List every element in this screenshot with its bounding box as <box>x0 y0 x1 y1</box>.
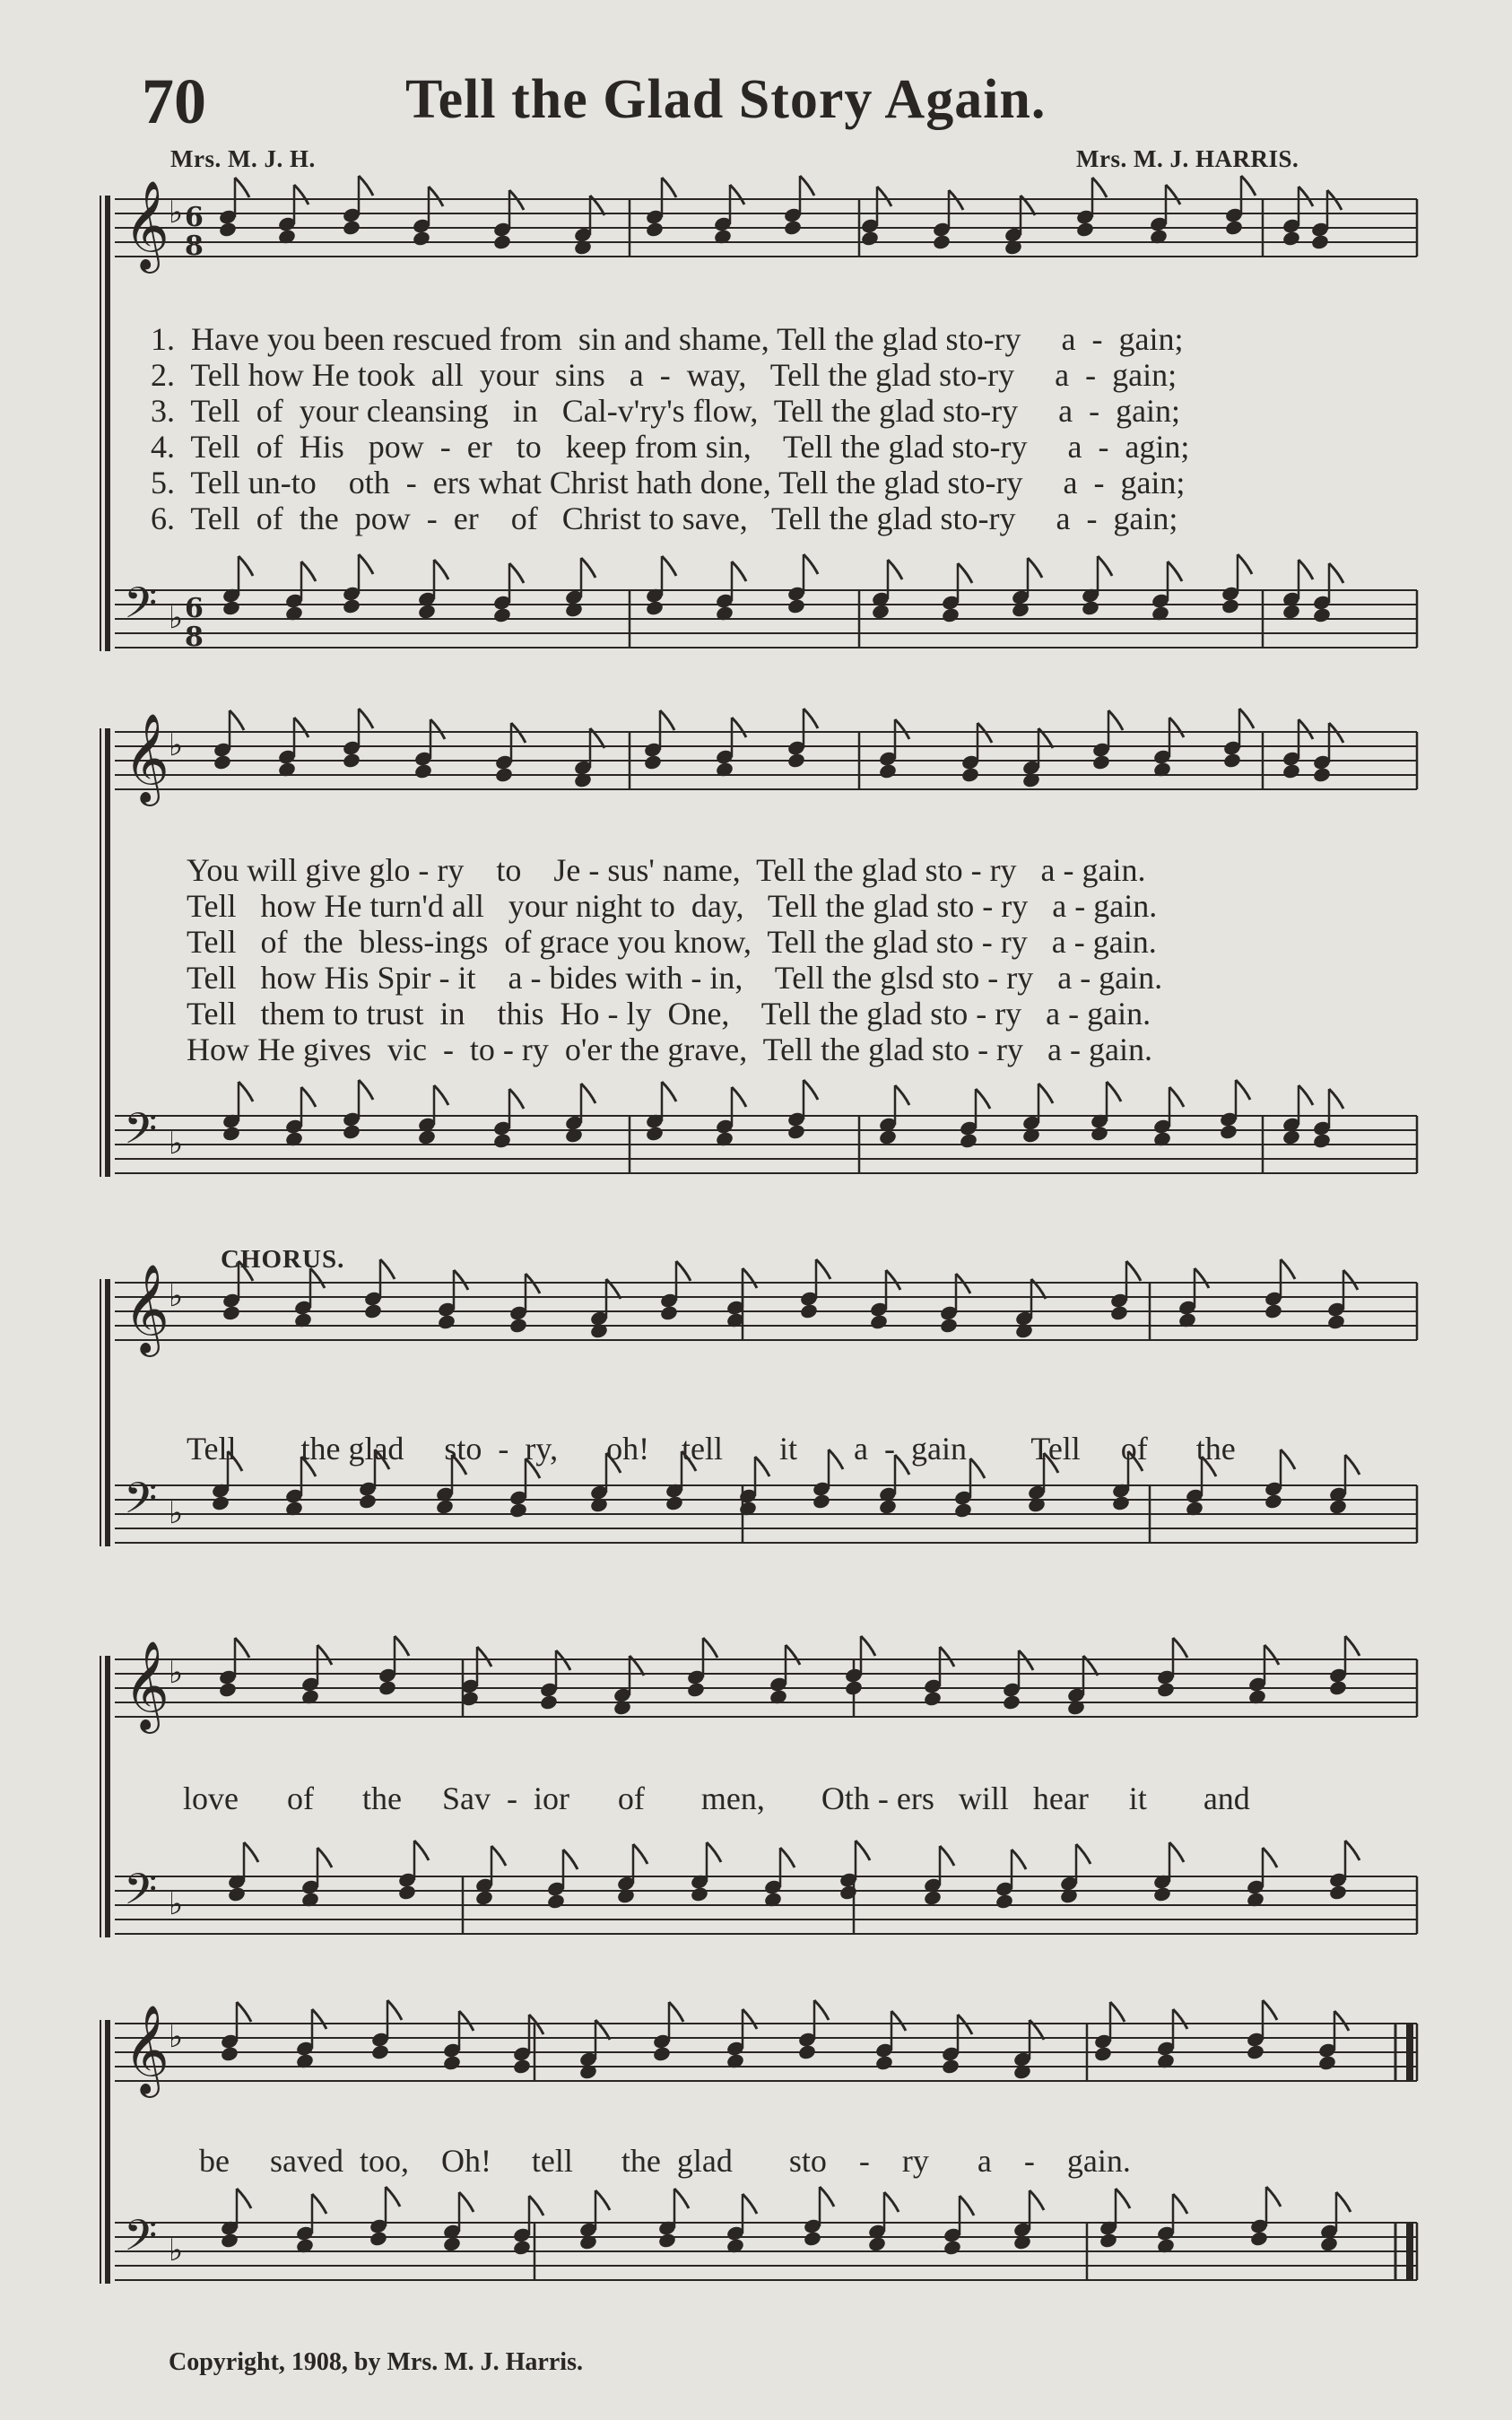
flat-icon: ♭ <box>169 600 184 636</box>
note-head <box>1312 766 1332 783</box>
note-flag <box>312 2194 326 2214</box>
note-head <box>1152 1885 1172 1902</box>
note-head <box>878 762 898 779</box>
note-head <box>1221 597 1240 614</box>
note-flag <box>1195 1268 1209 1288</box>
note-head <box>1282 230 1301 247</box>
treble-clef-icon: 𝄞 <box>124 1641 169 1730</box>
note-head <box>797 2043 817 2060</box>
note-head <box>1328 1884 1348 1901</box>
note-head <box>218 221 238 238</box>
note-flag <box>877 187 891 206</box>
note-head <box>1093 2045 1113 2062</box>
note-head <box>342 219 361 236</box>
note-flag <box>1264 1645 1279 1665</box>
note-flag <box>581 1084 595 1103</box>
note-head <box>1326 1313 1346 1330</box>
note-flag <box>235 178 249 197</box>
note-head <box>437 1313 456 1330</box>
time-signature: 6 <box>185 593 204 624</box>
note-flag <box>230 710 244 730</box>
note-flag <box>414 1841 429 1860</box>
hymn-number: 70 <box>142 65 206 137</box>
note-flag <box>317 1848 332 1867</box>
note-head <box>213 753 232 770</box>
note-flag <box>1169 1842 1184 1862</box>
note-head <box>860 230 880 247</box>
note-head <box>803 2230 822 2247</box>
note-flag <box>1263 2000 1277 2020</box>
note-flag <box>804 1080 818 1100</box>
note-head <box>474 1889 494 1906</box>
flat-icon: ♭ <box>169 1278 184 1314</box>
note-flag <box>359 554 373 574</box>
note-flag <box>317 1645 332 1665</box>
note-flag <box>804 554 818 574</box>
note-head <box>645 1125 665 1142</box>
note-flag <box>730 185 744 205</box>
note-head <box>442 2235 462 2252</box>
note-flag <box>1038 1084 1053 1103</box>
note-head <box>227 1885 247 1902</box>
note-head <box>878 1498 898 1515</box>
flat-icon: ♭ <box>169 1126 184 1162</box>
bass-clef-icon: 𝄢 <box>124 1864 158 1925</box>
flat-icon: ♭ <box>169 2019 184 2055</box>
note-head <box>512 2058 532 2075</box>
verse-line: Tell of the bless-ings of grace you know, Tell the glad sto - ry a - gain. <box>187 924 1157 960</box>
note-flag <box>662 1082 676 1101</box>
note-flag <box>1343 1270 1358 1290</box>
note-flag <box>312 2009 326 2029</box>
note-head <box>1081 599 1100 616</box>
note-head <box>1264 1302 1283 1319</box>
note-head <box>1156 1681 1176 1698</box>
note-head <box>1075 221 1095 238</box>
note-flag <box>477 1647 491 1667</box>
note-flag <box>1173 1638 1187 1658</box>
note-head <box>923 1690 943 1707</box>
note-flag <box>780 1848 795 1867</box>
note-head <box>1317 2054 1337 2071</box>
note-head <box>494 766 514 783</box>
note-flag <box>459 2192 474 2212</box>
flat-icon: ♭ <box>169 1886 184 1922</box>
note-head <box>442 2054 462 2071</box>
note-flag <box>707 1842 721 1862</box>
note-flag <box>430 719 445 739</box>
note-flag <box>895 719 909 739</box>
note-head <box>1282 603 1301 620</box>
lyricist-credit: Mrs. M. J. H. <box>170 145 316 172</box>
note-flag <box>743 2194 757 2214</box>
verse-line: 4. Tell of His pow - er to keep from sin, Tell the glad sto-ry a - agin; <box>151 429 1190 465</box>
note-flag <box>816 1259 830 1279</box>
note-flag <box>509 1089 524 1109</box>
note-flag <box>1281 1449 1295 1469</box>
verse-line: 6. Tell of the pow - er of Christ to save, Tell the glad sto-ry a - gain; <box>151 501 1178 536</box>
note-head <box>878 1128 898 1145</box>
note-flag <box>359 176 373 196</box>
note-flag <box>1236 1080 1250 1100</box>
note-head <box>690 1885 709 1902</box>
note-flag <box>563 1850 578 1869</box>
note-head <box>652 2045 672 2062</box>
note-head <box>363 1302 383 1319</box>
note-flag <box>1239 709 1254 728</box>
note-head <box>211 1494 230 1511</box>
note-flag <box>1329 563 1343 583</box>
note-head <box>397 1884 417 1901</box>
note-head <box>1090 1125 1109 1142</box>
note-head <box>786 752 806 769</box>
note-head <box>665 1494 684 1511</box>
note-flag <box>239 556 253 576</box>
note-flag <box>674 2189 689 2208</box>
note-flag <box>459 2011 474 2031</box>
note-head <box>643 753 663 770</box>
note-flag <box>1107 1082 1121 1101</box>
verse-line: Tell them to trust in this Ho - ly One, Tell the glad sto - ry a - gain. <box>187 996 1151 1032</box>
note-flag <box>237 2189 251 2208</box>
note-head <box>1312 606 1332 623</box>
copyright-notice: Copyright, 1908, by Mrs. M. J. Harris. <box>169 2348 583 2376</box>
note-head <box>492 233 512 250</box>
note-flag <box>1299 1085 1313 1105</box>
note-flag <box>239 1082 253 1101</box>
note-head <box>1328 1679 1348 1696</box>
verse-line: Tell how His Spir - it a - bides with - in, Tell the glsd sto - ry a - gain. <box>187 960 1163 996</box>
note-flag <box>294 185 308 205</box>
flat-icon: ♭ <box>169 1495 184 1531</box>
verse-line: You will give glo - ry to Je - sus' name, Tell the glad sto - ry a - gain. <box>187 852 1146 888</box>
note-flag <box>359 709 373 728</box>
note-head <box>539 1693 559 1711</box>
flat-icon: ♭ <box>169 195 184 231</box>
note-flag <box>861 1636 875 1656</box>
note-head <box>959 1132 978 1149</box>
note-head <box>378 1679 397 1696</box>
note-flag <box>895 1085 909 1105</box>
chorus-label: CHORUS. <box>221 1245 345 1274</box>
note-head <box>786 597 806 614</box>
note-flag <box>786 1645 800 1665</box>
note-flag <box>434 1085 448 1105</box>
note-head <box>960 766 980 783</box>
note-flag <box>703 1638 717 1658</box>
note-flag <box>1345 1841 1360 1860</box>
note-head <box>1282 762 1301 779</box>
note-flag <box>1098 556 1112 576</box>
note-flag <box>1110 2002 1125 2022</box>
note-head <box>939 1317 959 1334</box>
hymn-title: Tell the Glad Story Again. <box>405 69 1047 130</box>
note-flag <box>1336 2192 1351 2212</box>
note-flag <box>301 561 316 581</box>
note-head <box>874 2054 894 2071</box>
note-flag <box>1030 2190 1044 2210</box>
note-head <box>492 1132 512 1149</box>
note-head <box>1328 1498 1348 1515</box>
note-flag <box>491 1846 506 1866</box>
treble-clef-icon: 𝄞 <box>124 713 169 803</box>
note-head <box>342 597 361 614</box>
note-head <box>839 1884 858 1901</box>
note-flag <box>1108 710 1123 730</box>
time-signature: 6 <box>185 202 204 233</box>
note-flag <box>429 187 443 206</box>
note-flag <box>386 2187 400 2207</box>
note-flag <box>732 561 746 581</box>
verse-line: 3. Tell of your cleansing in Cal-v'ry's flow, Tell the glad sto-ry a - gain; <box>151 393 1181 429</box>
bass-clef-icon: 𝄢 <box>124 1103 158 1164</box>
note-head <box>1319 2235 1339 2252</box>
note-flag <box>800 176 814 196</box>
note-head <box>546 1893 566 1910</box>
chorus-lyric-line: Tell the glad sto - ry, oh! tell it a - gain Tell of the <box>187 1431 1236 1467</box>
note-head <box>1219 1123 1238 1140</box>
note-flag <box>235 1638 249 1658</box>
note-head <box>1099 2232 1118 2249</box>
note-flag <box>387 2000 402 2020</box>
note-head <box>222 599 241 616</box>
note-head <box>220 2232 239 2249</box>
note-flag <box>1169 1087 1184 1107</box>
note-flag <box>662 556 676 576</box>
verse-line: 1. Have you been rescued from sin and shame, Tell the glad sto-ry a - gain; <box>151 321 1184 357</box>
note-head <box>799 1302 819 1319</box>
note-flag <box>595 2190 610 2210</box>
note-flag <box>1092 178 1107 197</box>
note-head <box>953 1502 973 1519</box>
note-head <box>659 1304 679 1321</box>
note-flag <box>669 2002 683 2022</box>
note-head <box>932 233 952 250</box>
bass-clef-icon: 𝄢 <box>124 2210 158 2271</box>
bass-clef-icon: 𝄢 <box>124 1473 158 1534</box>
note-head <box>1222 752 1242 769</box>
note-flag <box>1345 1636 1360 1656</box>
treble-clef-icon: 𝄞 <box>124 1264 169 1354</box>
note-head <box>645 221 665 238</box>
verse-line: 5. Tell un-to oth - ers what Christ hath done, Tell the glad sto-ry a - gain; <box>151 465 1186 501</box>
note-head <box>686 1681 706 1698</box>
note-head <box>645 599 665 616</box>
note-flag <box>820 2187 834 2207</box>
note-flag <box>1266 2187 1281 2207</box>
note-flag <box>1238 554 1252 574</box>
note-flag <box>743 1268 757 1288</box>
note-flag <box>380 1259 395 1279</box>
note-head <box>370 2043 390 2060</box>
note-head <box>342 752 361 769</box>
note-flag <box>1345 1455 1360 1475</box>
note-head <box>812 1493 831 1510</box>
note-flag <box>1334 2011 1349 2031</box>
note-flag <box>1173 2194 1187 2214</box>
note-flag <box>1126 1261 1141 1281</box>
note-flag <box>856 1841 870 1860</box>
note-flag <box>804 709 818 728</box>
note-flag <box>891 2011 906 2031</box>
note-flag <box>1166 185 1180 205</box>
note-head <box>1312 1132 1332 1149</box>
note-flag <box>940 1846 954 1866</box>
note-flag <box>676 1261 691 1281</box>
note-head <box>941 606 960 623</box>
note-head <box>218 1681 238 1698</box>
note-head <box>1249 2230 1269 2247</box>
flat-icon: ♭ <box>169 1655 184 1691</box>
note-flag <box>1299 187 1313 206</box>
note-flag <box>1263 1848 1277 1867</box>
note-head <box>1002 1693 1021 1711</box>
note-flag <box>960 2196 974 2215</box>
note-head <box>508 1317 528 1334</box>
note-flag <box>732 718 746 737</box>
note-head <box>435 1498 455 1515</box>
note-flag <box>395 1636 409 1656</box>
note-head <box>871 603 891 620</box>
verse-line: Tell how He turn'd all your night to day, Tell the glad sto - ry a - gain. <box>187 888 1158 924</box>
note-head <box>417 603 437 620</box>
note-head <box>358 1493 378 1510</box>
note-head <box>1310 233 1330 250</box>
note-flag <box>294 718 308 737</box>
note-flag <box>662 178 676 197</box>
note-head <box>1264 1493 1283 1510</box>
note-flag <box>1299 560 1313 579</box>
note-head <box>1282 1128 1301 1145</box>
treble-clef-icon: 𝄞 <box>124 180 169 270</box>
time-signature: 8 <box>185 231 204 262</box>
note-flag <box>940 1647 954 1667</box>
note-head <box>786 1123 806 1140</box>
note-head <box>1224 219 1244 236</box>
note-head <box>943 2239 962 2256</box>
note-head <box>923 1889 943 1906</box>
note-head <box>657 2232 677 2249</box>
note-head <box>1091 753 1111 770</box>
note-flag <box>529 2196 543 2215</box>
note-head <box>508 1502 528 1519</box>
note-flag <box>454 1270 468 1290</box>
note-head <box>995 1893 1014 1910</box>
verse-line: 2. Tell how He took all your sins a - way, Tell the glad sto-ry a - gain; <box>151 357 1177 393</box>
composer-credit: Mrs. M. J. HARRIS. <box>1076 145 1299 172</box>
note-head <box>492 606 512 623</box>
note-flag <box>976 1089 990 1109</box>
time-signature: 8 <box>185 622 204 653</box>
note-head <box>783 219 803 236</box>
note-flag <box>1241 176 1256 196</box>
verse-line: How He gives vic - to - ry o'er the grave, Tell the glad sto - ry a - gain. <box>187 1032 1152 1067</box>
chorus-lyric-line: be saved too, Oh! tell the glad sto - ry a - gain. <box>199 2143 1131 2179</box>
note-flag <box>1173 2009 1187 2029</box>
flat-icon: ♭ <box>169 727 184 763</box>
note-head <box>512 2239 532 2256</box>
note-head <box>941 2058 960 2075</box>
note-flag <box>301 1087 316 1107</box>
note-head <box>1111 1494 1131 1511</box>
note-head <box>412 230 431 247</box>
flat-icon: ♭ <box>169 2233 184 2268</box>
note-head <box>417 1128 437 1145</box>
note-flag <box>434 560 448 579</box>
note-flag <box>509 563 524 583</box>
note-head <box>844 1679 864 1696</box>
note-flag <box>1012 1850 1026 1869</box>
note-flag <box>660 710 674 730</box>
note-flag <box>1169 718 1184 737</box>
note-flag <box>1076 1844 1091 1864</box>
note-head <box>369 2230 388 2247</box>
note-flag <box>237 2002 251 2022</box>
note-flag <box>1028 558 1042 578</box>
note-head <box>342 1123 361 1140</box>
note-flag <box>1329 1089 1343 1109</box>
treble-clef-icon: 𝄞 <box>124 2005 169 2094</box>
note-head <box>222 1304 241 1321</box>
note-head <box>869 1313 889 1330</box>
note-head <box>1109 1304 1129 1321</box>
note-flag <box>743 2009 757 2029</box>
note-flag <box>886 1270 900 1290</box>
note-head <box>867 2235 887 2252</box>
note-flag <box>732 1087 746 1107</box>
note-head <box>413 762 433 779</box>
note-flag <box>244 1842 258 1862</box>
note-head <box>220 2045 239 2062</box>
note-flag <box>1116 2189 1130 2208</box>
note-flag <box>1299 719 1313 739</box>
note-flag <box>814 2000 829 2020</box>
note-flag <box>581 558 595 578</box>
bass-clef-icon: 𝄢 <box>124 578 158 639</box>
note-head <box>222 1125 241 1142</box>
note-flag <box>359 1080 373 1100</box>
note-flag <box>1168 561 1182 581</box>
chorus-lyric-line: love of the Sav - ior of men, Oth - ers will hear it and <box>183 1780 1250 1816</box>
note-flag <box>884 2192 899 2212</box>
note-flag <box>1281 1259 1295 1279</box>
note-flag <box>633 1844 647 1864</box>
note-flag <box>958 563 972 583</box>
note-head <box>1246 2043 1265 2060</box>
note-flag <box>888 560 902 579</box>
